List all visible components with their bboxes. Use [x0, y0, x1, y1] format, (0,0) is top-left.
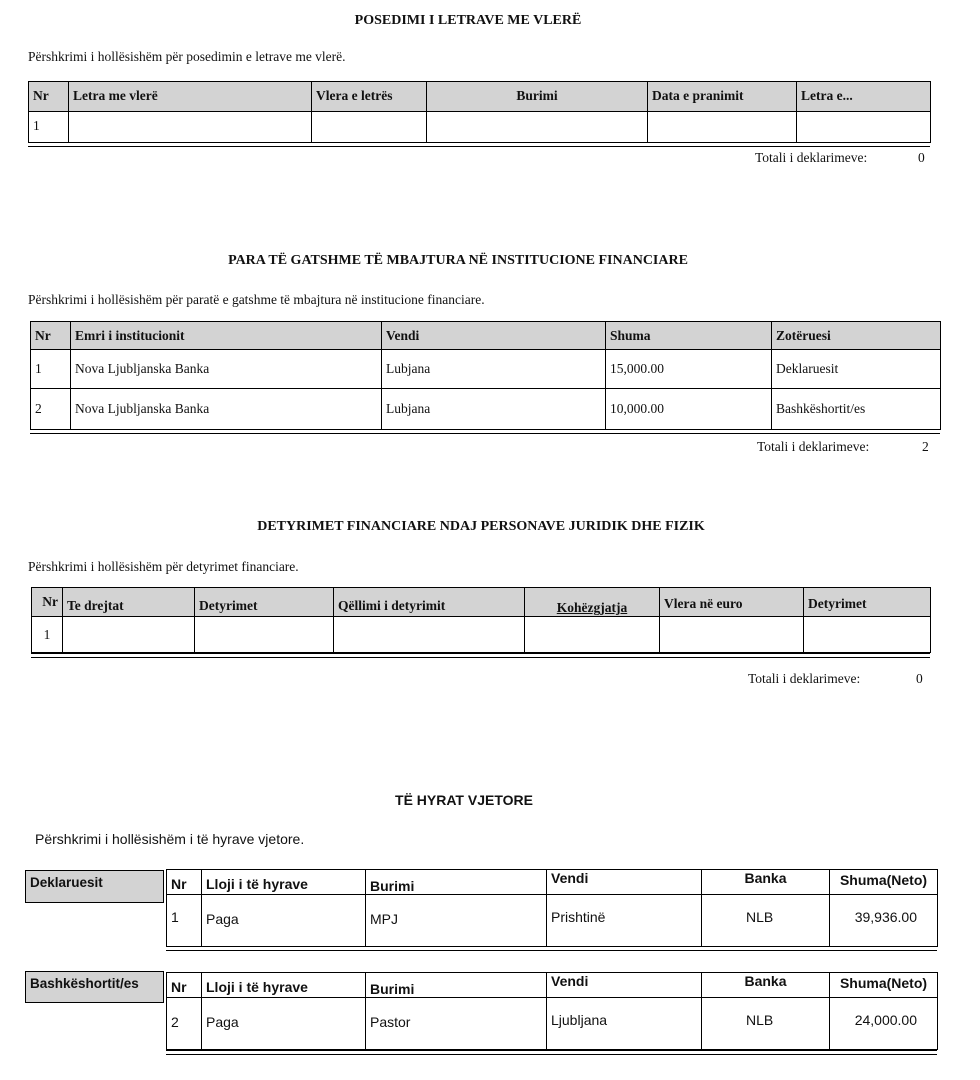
table-hyrat-deklaruesit: [166, 869, 938, 947]
table-cell: Paga: [202, 998, 366, 1050]
table-cell: 1: [167, 895, 202, 947]
table-cell: 1: [31, 350, 71, 389]
table-cell: 39,936.00: [830, 895, 938, 947]
table-hyrat-bashkeshortit: [166, 972, 938, 1050]
table-cell: Bashkëshortit/es: [772, 389, 941, 430]
table-bottom-rule: [28, 142, 930, 147]
column-header: Vendi: [547, 973, 702, 998]
column-header: Shuma: [606, 322, 772, 350]
table-cell: Lubjana: [382, 350, 606, 389]
table-cell: Nova Ljubljanska Banka: [71, 389, 382, 430]
column-header: Nr: [31, 322, 71, 350]
column-header: Lloji i të hyrave: [202, 870, 366, 895]
table-para: [30, 321, 941, 430]
table-bottom-rule: [166, 1050, 937, 1055]
table-cell: [427, 112, 648, 143]
total-label: Totali i deklarimeve:: [757, 439, 870, 454]
table-bottom-rule: [166, 946, 937, 951]
section-title-para: PARA TË GATSHME TË MBAJTURA NË INSTITUCIONE FINANCIARE: [228, 253, 688, 268]
table-cell: NLB: [702, 998, 830, 1050]
group-label-bashkeshortit: Bashkëshortit/es: [25, 971, 164, 1003]
section-title-detyrimet: DETYRIMET FINANCIARE NDAJ PERSONAVE JURIDIK DHE FIZIK: [257, 519, 705, 534]
table-row: [31, 389, 941, 430]
column-header: Banka: [702, 870, 830, 895]
table-row: [32, 617, 931, 653]
column-header: Banka: [702, 973, 830, 998]
table-cell: [69, 112, 312, 143]
table-cell: [312, 112, 427, 143]
column-header: Data e pranimit: [648, 82, 797, 112]
table-cell: MPJ: [366, 895, 547, 947]
table-row: [167, 895, 938, 947]
table-cell: [797, 112, 931, 143]
table-cell: Paga: [202, 895, 366, 947]
total-value: 0: [918, 150, 925, 165]
column-header: Lloji i të hyrave: [202, 973, 366, 998]
column-header: Emri i institucionit: [71, 322, 382, 350]
column-header: Burimi: [366, 973, 547, 998]
table-cell: Ljubljana: [547, 998, 702, 1050]
column-header: Qëllimi i detyrimit: [334, 588, 525, 617]
table-detyrimet: [31, 587, 931, 653]
table-bottom-rule: [30, 429, 940, 434]
column-header: Burimi: [366, 870, 547, 895]
table-cell: [648, 112, 797, 143]
table-cell: Nova Ljubljanska Banka: [71, 350, 382, 389]
table-cell: NLB: [702, 895, 830, 947]
table-bottom-rule: [31, 653, 930, 658]
column-header: Nr: [32, 588, 63, 617]
column-header: Te drejtat: [63, 588, 195, 617]
column-header: Burimi: [427, 82, 648, 112]
section-description-para: Përshkrimi i hollësishëm për paratë e gatshme të mbajtura në institucione financiare.: [28, 292, 485, 307]
column-header: Vlera e letrës: [312, 82, 427, 112]
table-cell: 15,000.00: [606, 350, 772, 389]
table-row: [29, 112, 931, 143]
column-header: Letra me vlerë: [69, 82, 312, 112]
column-header: Vlera në euro: [660, 588, 804, 617]
table-cell: [195, 617, 334, 653]
table-letrat: [28, 81, 931, 143]
section-title-hyrat: TË HYRAT VJETORE: [395, 792, 533, 808]
table-cell: [660, 617, 804, 653]
total-label: Totali i deklarimeve:: [748, 671, 861, 686]
column-header: Detyrimet: [804, 588, 931, 617]
table-cell: Pastor: [366, 998, 547, 1050]
table-cell: [525, 617, 660, 653]
column-header: Shuma(Neto): [830, 870, 938, 895]
table-cell: [804, 617, 931, 653]
column-header: Vendi: [547, 870, 702, 895]
table-cell: 10,000.00: [606, 389, 772, 430]
column-header: Shuma(Neto): [830, 973, 938, 998]
section-description-hyrat: Përshkrimi i hollësishëm i të hyrave vjetore.: [35, 831, 305, 847]
table-row: [167, 998, 938, 1050]
table-cell: 2: [167, 998, 202, 1050]
total-value: 2: [922, 439, 929, 454]
section-description-detyrimet: Përshkrimi i hollësishëm për detyrimet financiare.: [28, 559, 299, 574]
column-header: Vendi: [382, 322, 606, 350]
table-row: [31, 350, 941, 389]
table-cell: Lubjana: [382, 389, 606, 430]
column-header: Nr: [167, 870, 202, 895]
column-header: Nr: [167, 973, 202, 998]
column-header: Letra e...: [797, 82, 931, 112]
column-header: Detyrimet: [195, 588, 334, 617]
total-value: 0: [916, 671, 923, 686]
table-cell: Deklaruesit: [772, 350, 941, 389]
table-cell: [63, 617, 195, 653]
table-cell: Prishtinë: [547, 895, 702, 947]
group-label-deklaruesit: Deklaruesit: [25, 870, 164, 903]
column-header: Kohëzgjatja: [525, 588, 660, 617]
section-title-letrat: POSEDIMI I LETRAVE ME VLERË: [354, 13, 582, 28]
table-cell: 24,000.00: [830, 998, 938, 1050]
total-label: Totali i deklarimeve:: [755, 150, 868, 165]
table-cell: 1: [29, 112, 69, 143]
table-cell: 2: [31, 389, 71, 430]
column-header: Zotëruesi: [772, 322, 941, 350]
section-description-letrat: Përshkrimi i hollësishëm për posedimin e letrave me vlerë.: [28, 49, 346, 64]
table-cell: 1: [32, 617, 63, 653]
table-cell: [334, 617, 525, 653]
column-header: Nr: [29, 82, 69, 112]
